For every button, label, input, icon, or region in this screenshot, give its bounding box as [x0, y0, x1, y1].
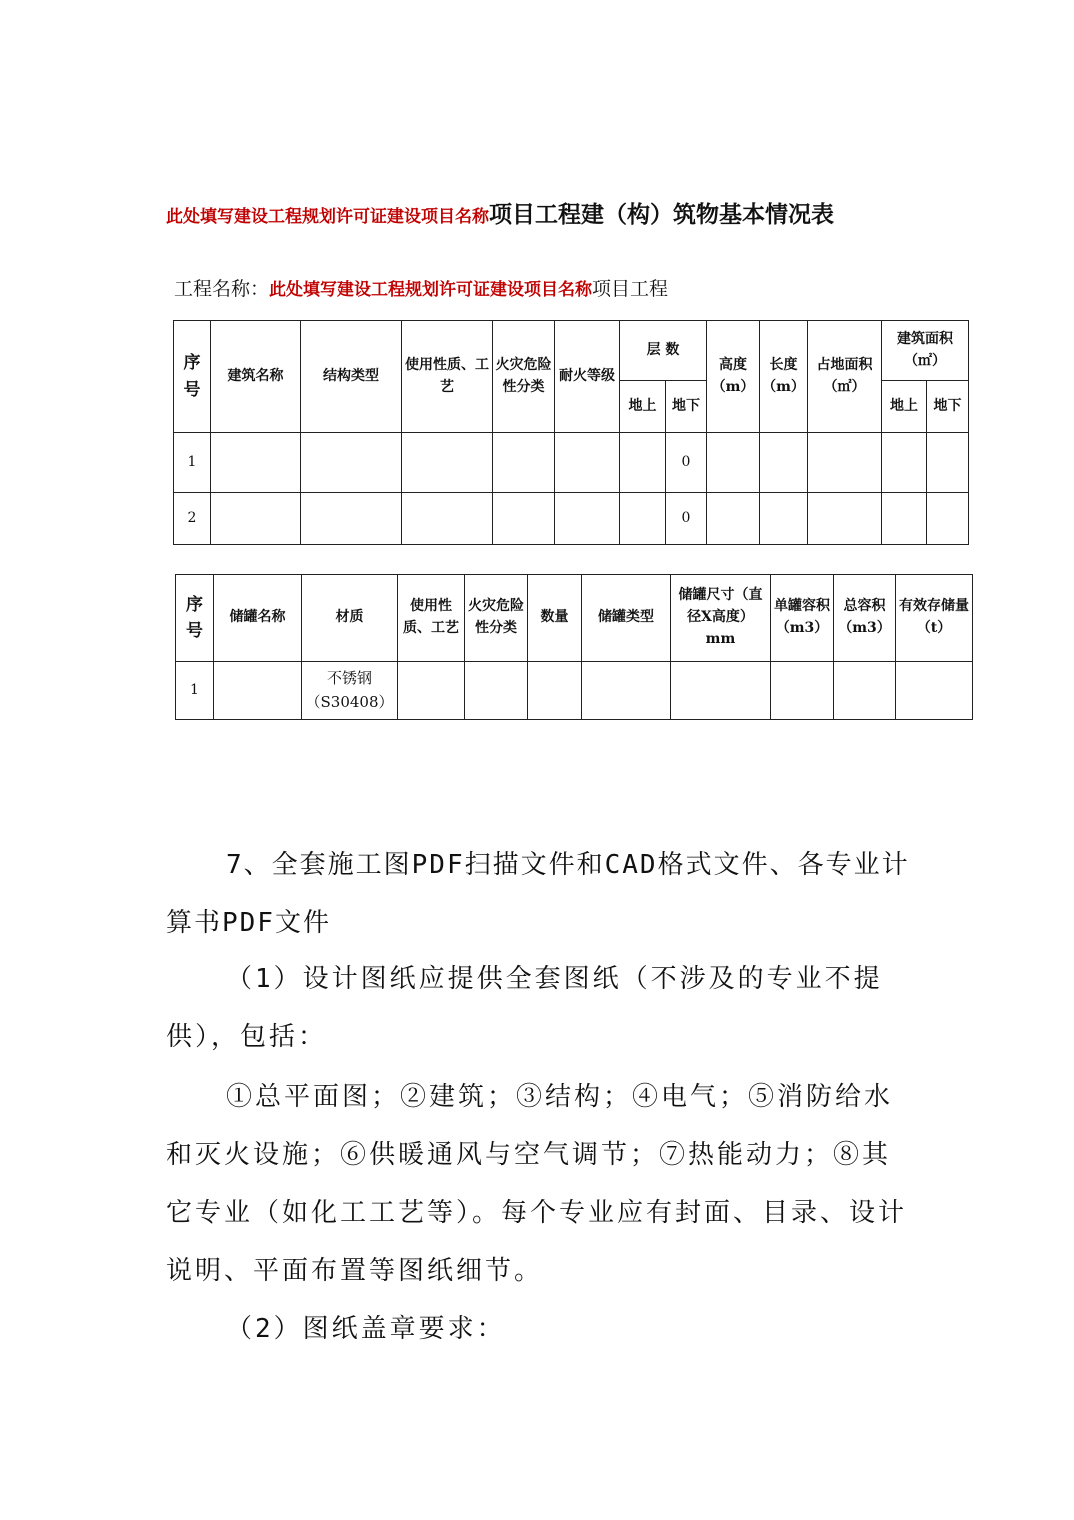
- project-name-suffix: 项目工程: [592, 278, 669, 300]
- title-text: 项目工程建（构）筑物基本情况表: [489, 201, 834, 228]
- header-usage: 使用性质、工艺: [402, 321, 493, 433]
- row-seq: 2: [174, 493, 211, 545]
- title-project-placeholder: 此处填写建设工程规划许可证建设项目名称: [166, 207, 489, 227]
- header-tank-type: 储罐类型: [582, 575, 671, 662]
- paragraph-drawings-requirement: （1）设计图纸应提供全套图纸（不涉及的专业不提供），包括：: [166, 964, 883, 1052]
- paragraph-drawing-list: ①总平面图；②建筑；③结构；④电气；⑤消防给水和灭火设施；⑥供暖通风与空气调节；⑦热能动力；⑧其它专业（如化工工艺等）。每个专业应有封面、目录、设计说明、平面布置等图纸细节。: [166, 1082, 908, 1286]
- header-structure-type: 结构类型: [301, 321, 402, 433]
- header-building-name: 建筑名称: [211, 321, 301, 433]
- header-usage: 使用性质、工艺: [398, 575, 465, 662]
- header-effective-storage: 有效存储量（t）: [896, 575, 973, 662]
- row-seq: 1: [176, 662, 214, 720]
- header-quantity: 数量: [528, 575, 582, 662]
- header-area-above: 地上: [882, 381, 927, 433]
- table-row: [176, 662, 973, 720]
- paragraph-stamp-requirement: （2）图纸盖章要求：: [226, 1314, 506, 1344]
- section-7-heading: 7、全套施工图PDF扫描文件和CAD格式文件、各专业计算书PDF文件: [166, 850, 910, 938]
- header-seq: 序号: [174, 321, 211, 433]
- header-fire-class: 火灾危险性分类: [493, 321, 555, 433]
- header-seq: 序号: [176, 575, 214, 662]
- header-floors: 层 数: [620, 321, 707, 381]
- table-row: [174, 433, 969, 493]
- row-seq: 1: [174, 433, 211, 493]
- row-material: 不锈钢（S30408）: [302, 662, 398, 720]
- page-title: [166, 196, 926, 229]
- header-material: 材质: [302, 575, 398, 662]
- header-fire-grade: 耐火等级: [555, 321, 620, 433]
- project-name-line: [174, 274, 668, 301]
- project-name-placeholder: 此处填写建设工程规划许可证建设项目名称: [269, 280, 593, 300]
- header-height: 高度（m）: [707, 321, 760, 433]
- row-floors-below: 0: [666, 433, 707, 493]
- header-area-below: 地下: [927, 381, 969, 433]
- table-row: [174, 493, 969, 545]
- header-unit-volume: 单罐容积（m3）: [771, 575, 834, 662]
- header-floors-above: 地上: [620, 381, 666, 433]
- header-fire-class: 火灾危险性分类: [465, 575, 528, 662]
- header-building-area: 建筑面积（㎡）: [882, 321, 969, 381]
- building-info-table: [173, 320, 969, 545]
- header-total-volume: 总容积（m3）: [834, 575, 896, 662]
- header-footprint: 占地面积（㎡）: [808, 321, 882, 433]
- header-floors-below: 地下: [666, 381, 707, 433]
- header-tank-size: 储罐尺寸（直径X高度）mm: [671, 575, 771, 662]
- row-floors-below: 0: [666, 493, 707, 545]
- header-tank-name: 储罐名称: [214, 575, 302, 662]
- project-name-label: 工程名称：: [174, 278, 270, 300]
- header-length: 长度（m）: [760, 321, 808, 433]
- storage-tank-table: [175, 574, 973, 720]
